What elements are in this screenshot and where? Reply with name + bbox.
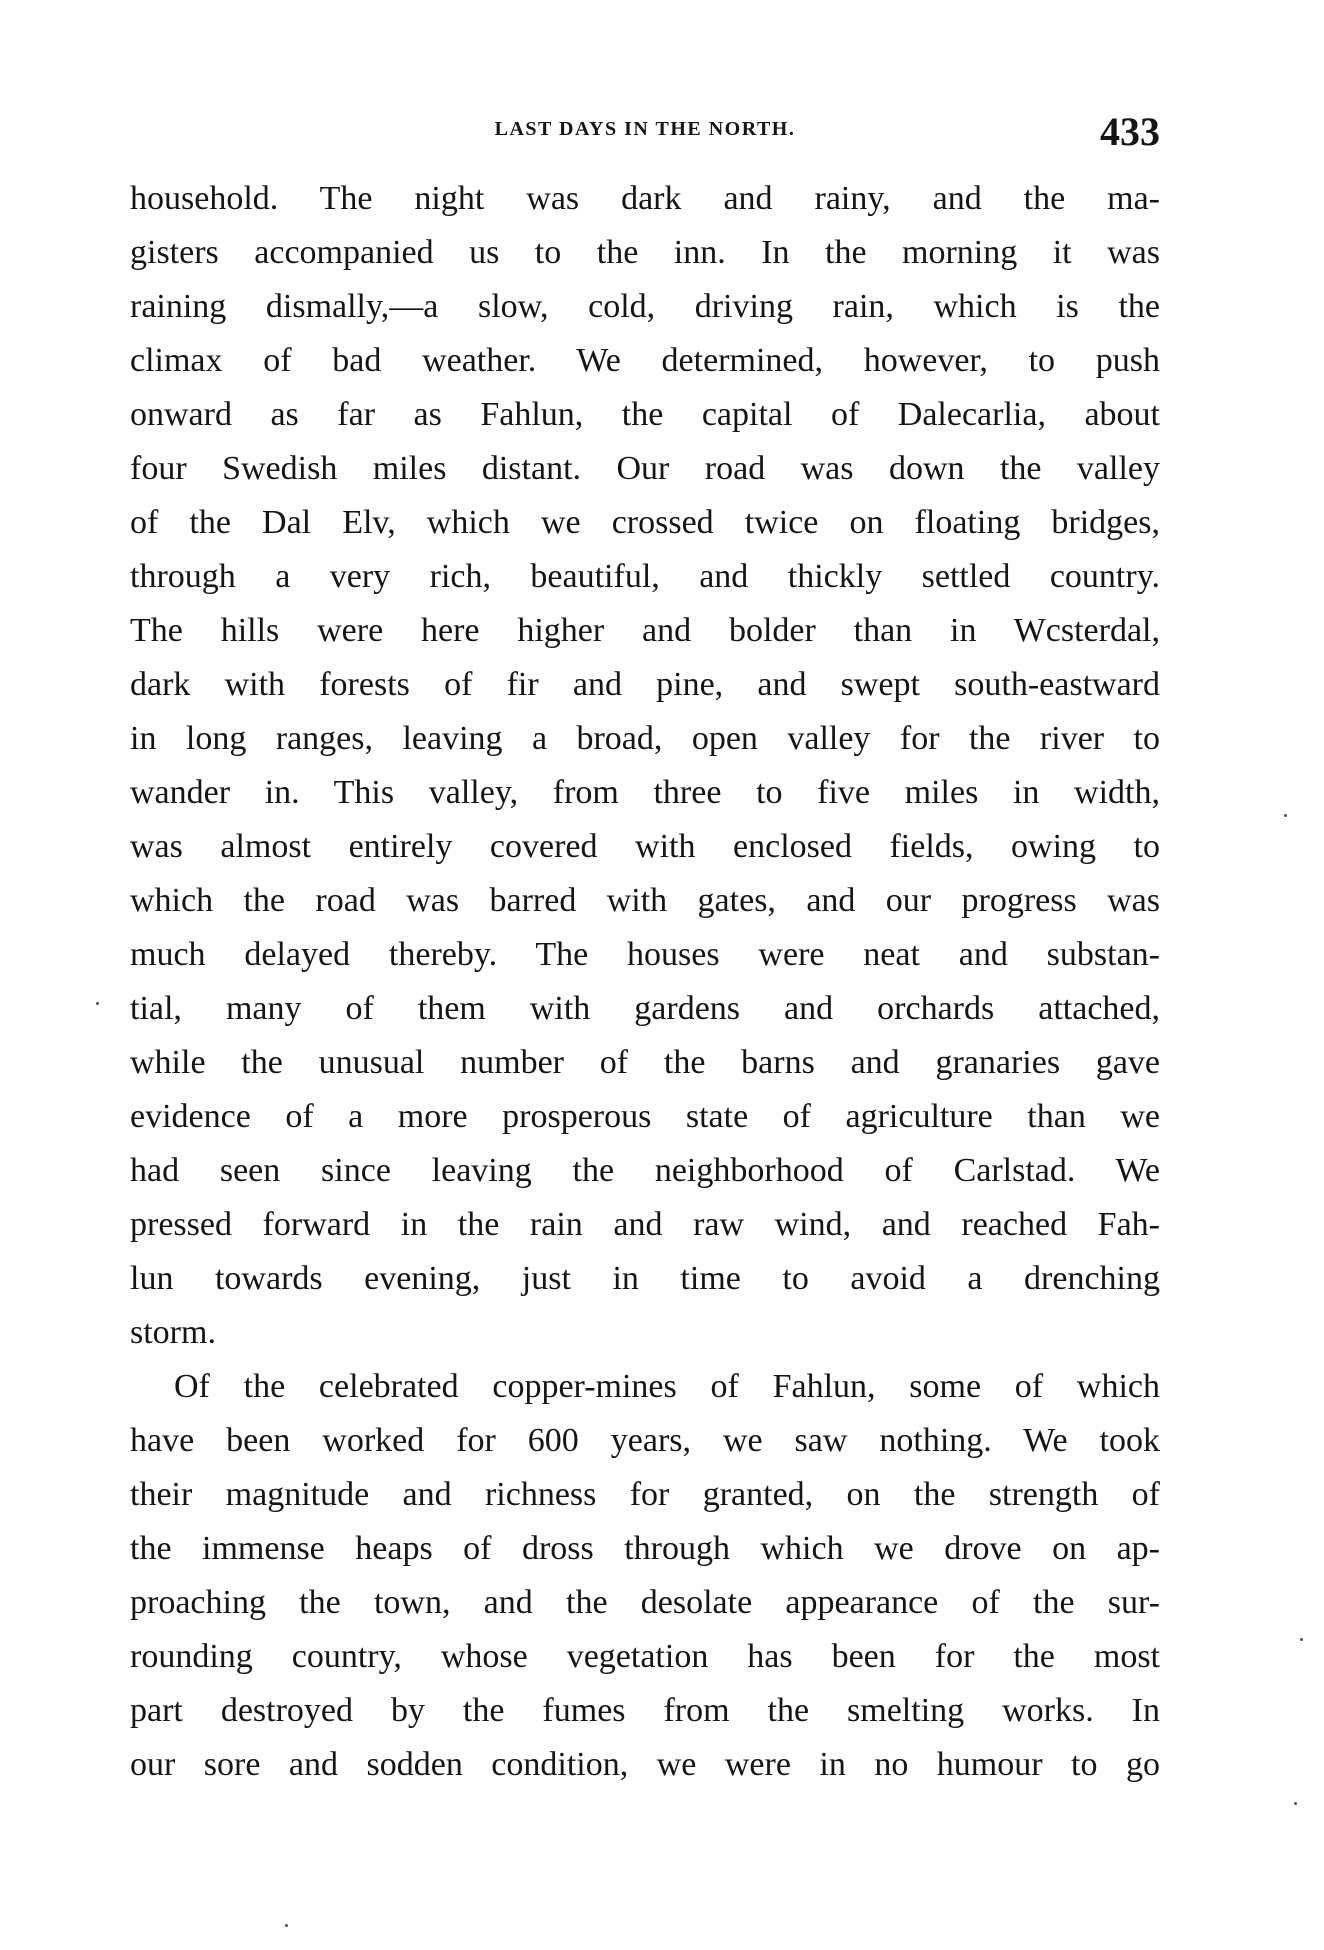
text-line: proaching the town, and the desolate appearance of the sur- — [130, 1584, 1160, 1621]
text-line: through a very rich, beautiful, and thickly settled country. — [130, 558, 1160, 595]
text-line: evidence of a more prosperous state of agriculture than we — [130, 1098, 1160, 1135]
text-line: tial, many of them with gardens and orchards attached, — [130, 990, 1160, 1027]
text-line: part destroyed by the fumes from the smelting works. In — [130, 1692, 1160, 1729]
text-line: have been worked for 600 years, we saw nothing. We took — [130, 1422, 1160, 1459]
text-line: which the road was barred with gates, and our progress was — [130, 882, 1160, 919]
text-line: onward as far as Fahlun, the capital of Dalecarlia, about — [130, 396, 1160, 433]
text-line: their magnitude and richness for granted, on the strength of — [130, 1476, 1160, 1513]
text-line: rounding country, whose vegetation has been for the most — [130, 1638, 1160, 1675]
text-line: in long ranges, leaving a broad, open valley for the river to — [130, 720, 1160, 757]
print-speck — [285, 1924, 288, 1927]
text-line: household. The night was dark and rainy, and the ma- — [130, 180, 1160, 217]
running-title: LAST DAYS IN THE NORTH. — [494, 118, 796, 140]
text-line: much delayed thereby. The houses were neat and substan- — [130, 936, 1160, 973]
text-line: of the Dal Elv, which we crossed twice on floating bridges, — [130, 504, 1160, 541]
text-line: four Swedish miles distant. Our road was down the valley — [130, 450, 1160, 487]
text-line: climax of bad weather. We determined, however, to push — [130, 342, 1160, 379]
running-head — [130, 108, 1160, 156]
text-line: had seen since leaving the neighborhood of Carlstad. We — [130, 1152, 1160, 1189]
text-line: gisters accompanied us to the inn. In the morning it was — [130, 234, 1160, 271]
text-line: pressed forward in the rain and raw wind, and reached Fah- — [130, 1206, 1160, 1243]
paragraph-1 — [130, 172, 1160, 1360]
body-text — [130, 172, 1160, 1792]
paragraph-2 — [130, 1360, 1160, 1792]
print-speck — [1300, 1638, 1303, 1641]
text-line: the immense heaps of dross through which we drove on ap- — [130, 1530, 1160, 1567]
text-line: while the unusual number of the barns and granaries gave — [130, 1044, 1160, 1081]
text-line: lun towards evening, just in time to avoid a drenching — [130, 1260, 1160, 1297]
page-number: 433 — [1100, 109, 1160, 154]
print-speck — [1294, 1802, 1297, 1805]
text-line: our sore and sodden condition, we were in no humour to go — [130, 1746, 1160, 1783]
text-line: storm. — [130, 1314, 216, 1351]
text-line: was almost entirely covered with enclosed fields, owing to — [130, 828, 1160, 865]
text-line: raining dismally,—a slow, cold, driving rain, which is the — [130, 288, 1160, 325]
text-line: wander in. This valley, from three to five miles in width, — [130, 774, 1160, 811]
text-line: dark with forests of fir and pine, and swept south-eastward — [130, 666, 1160, 703]
print-speck — [1284, 814, 1287, 817]
print-speck — [96, 1002, 99, 1005]
text-line: Of the celebrated copper-mines of Fahlun, some of which — [174, 1368, 1160, 1405]
text-line: The hills were here higher and bolder than in Wcsterdal, — [130, 612, 1160, 649]
